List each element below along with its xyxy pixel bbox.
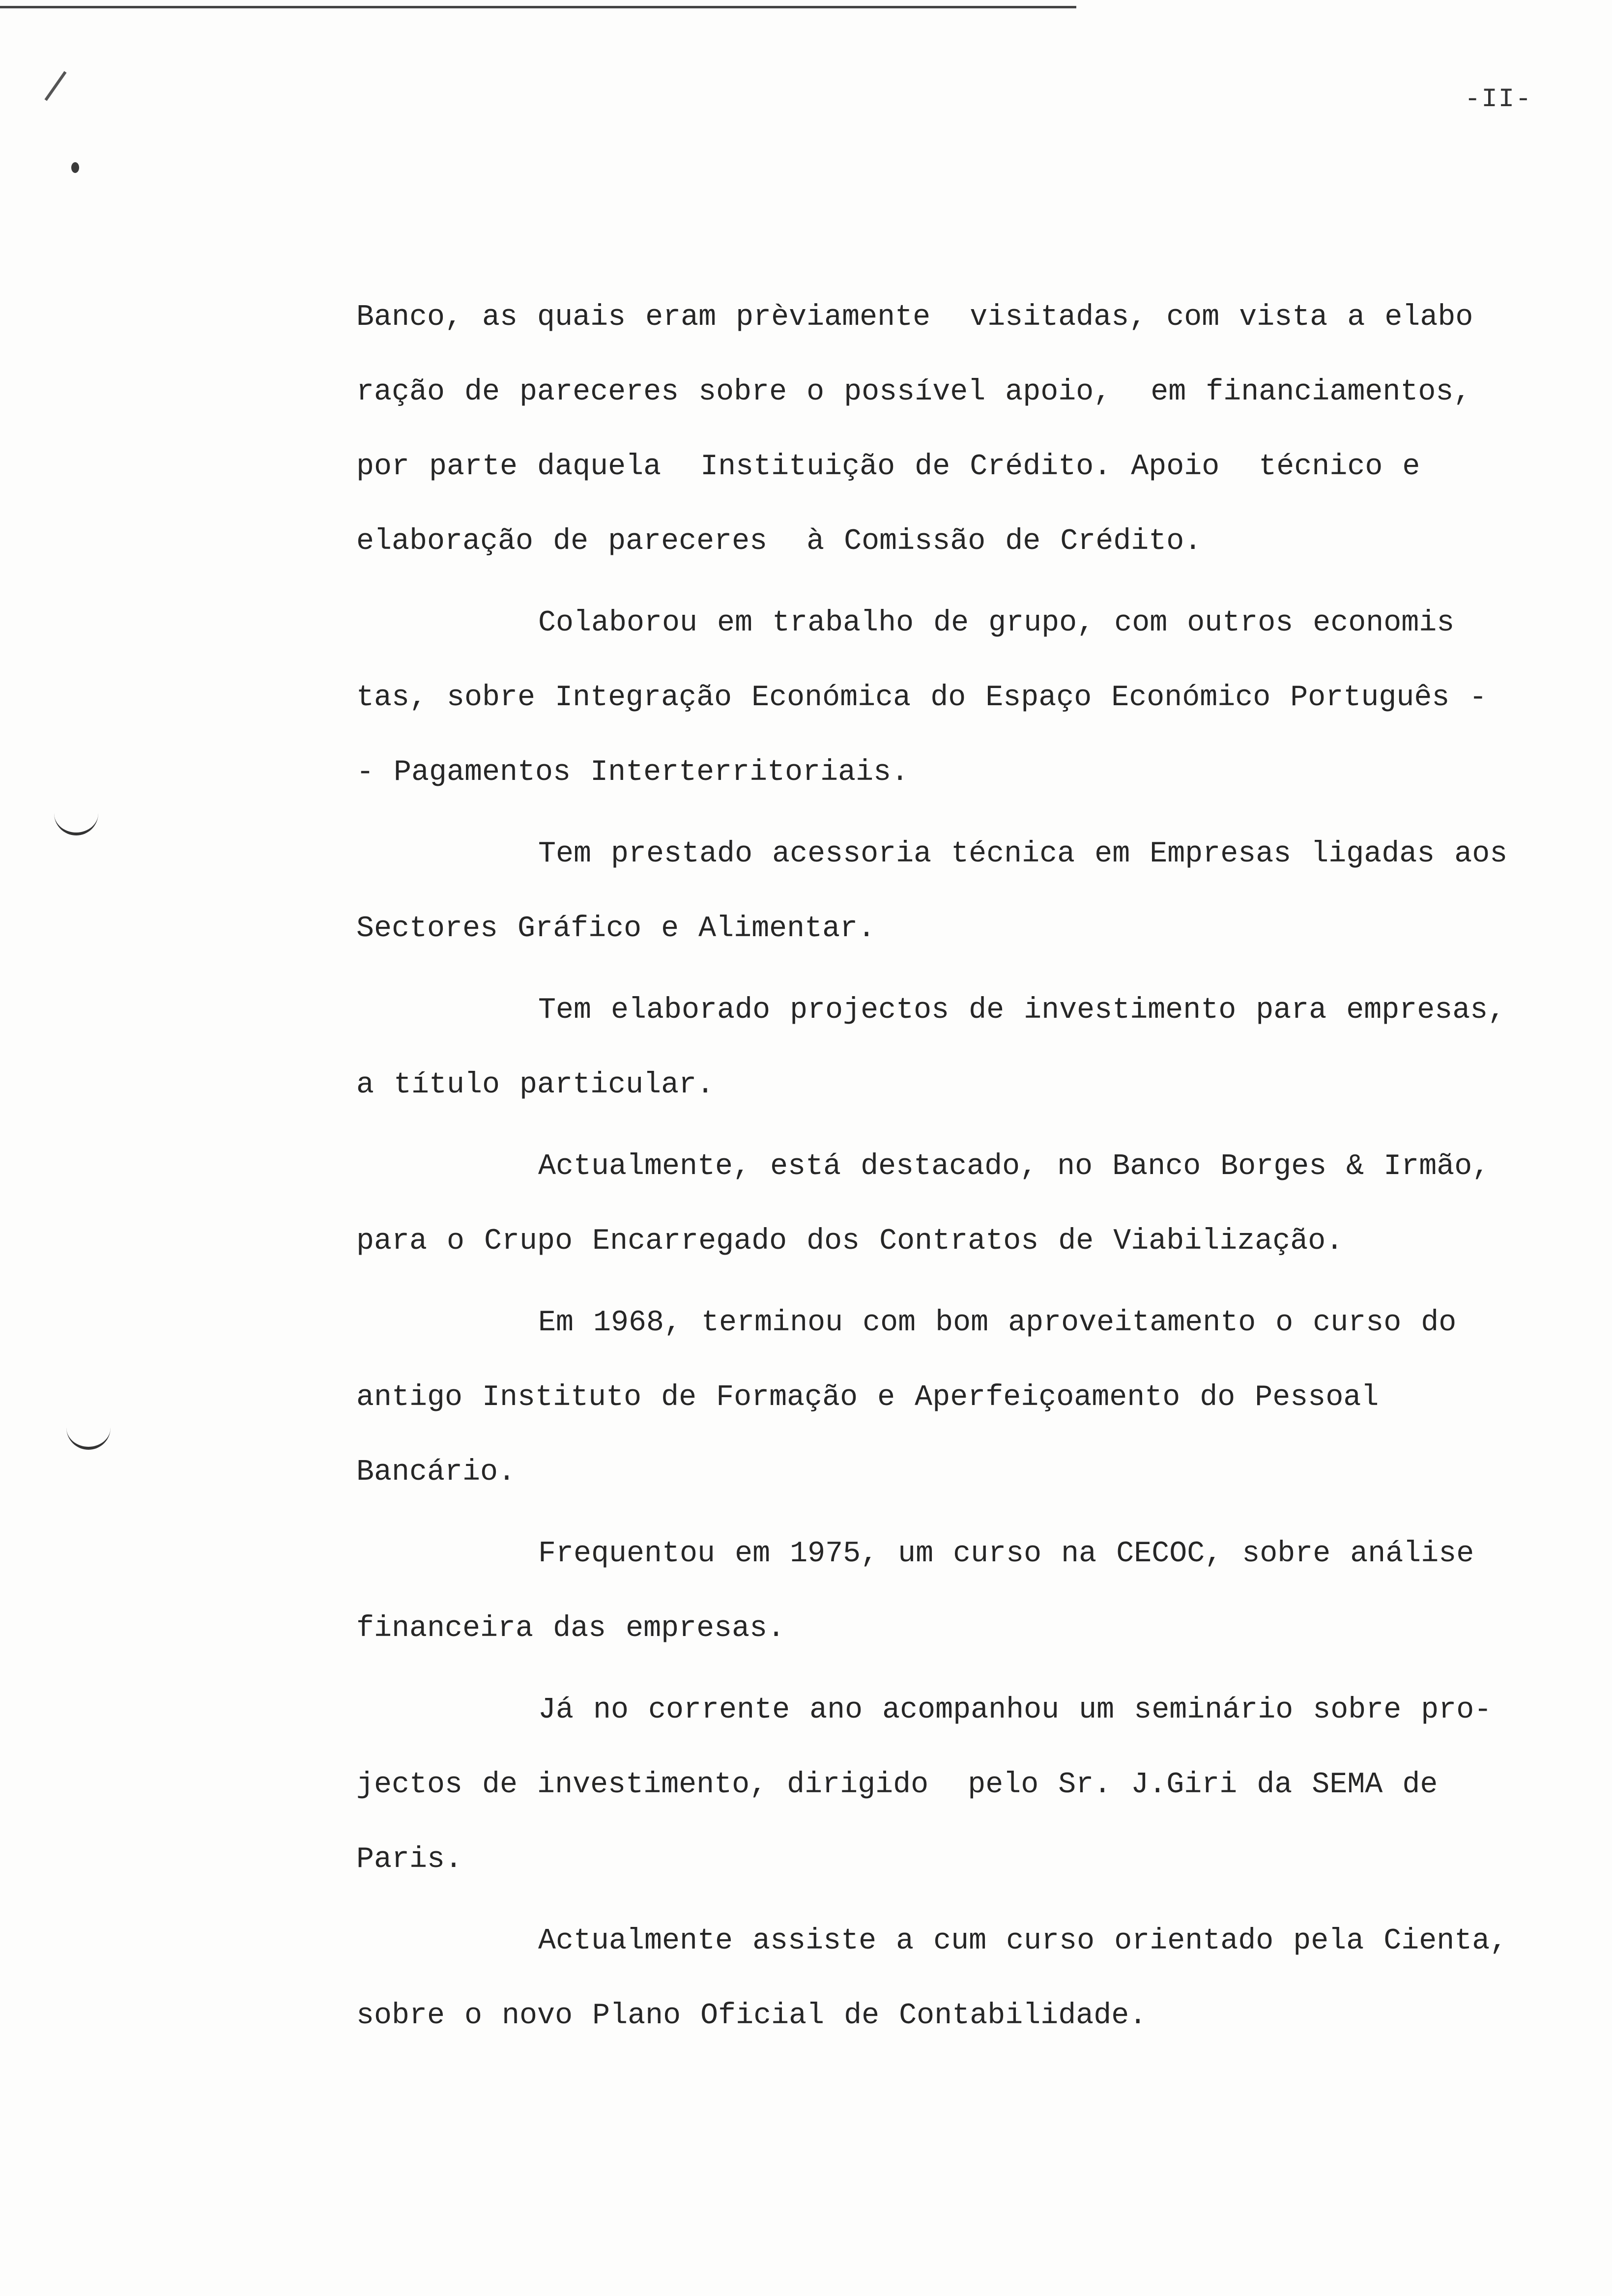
paragraph: Colaborou em trabalho de grupo, com outros economis tas, sobre Integração Económica do Espaço Económico Português - - Pagamentos Interterritoriais. <box>356 606 1507 789</box>
paragraph: Em 1968, terminou com bom aproveitamento o curso do antigo Instituto de Formação e Aperfeiçoamento do Pessoal Bancário. <box>356 1306 1476 1489</box>
punch-dot <box>71 162 79 173</box>
paragraph: Banco, as quais eram prèviamente visitadas, com vista a elabo ração de pareceres sobre o possível apoio, em financiamentos, por parte daquela Instituição de Crédito. Apoio técnico e elaboração de pareceres à Comissão de Crédito. <box>356 301 1493 558</box>
paragraph: Tem elaborado projectos de investimento para empresas, a título particular. <box>356 994 1526 1102</box>
paragraph: Já no corrente ano acompanhou um seminário sobre pro- jectos de investimento, dirigido pelo Sr. J.Giri da SEMA de Paris. <box>356 1693 1512 1876</box>
paragraph: Frequentou em 1975, um curso na CECOC, sobre análise financeira das empresas. <box>356 1537 1494 1645</box>
paragraph: Actualmente assiste a cum curso orientado pela Cienta, sobre o novo Plano Oficial de Contabilidade. <box>356 1924 1527 2033</box>
punch-hole-mark <box>54 811 98 835</box>
paragraph: Actualmente, está destacado, no Banco Borges & Irmão, para o Crupo Encarregado dos Contratos de Viabilização. <box>356 1150 1510 1258</box>
top-edge-rule <box>0 6 1076 8</box>
paragraph: Tem prestado acessoria técnica em Empresas ligadas aos Sectores Gráfico e Alimentar. <box>356 837 1527 946</box>
page-number: -II- <box>1465 85 1532 115</box>
punch-hole-mark <box>66 1425 111 1450</box>
body-text <box>356 280 1527 2060</box>
scan-mark <box>44 71 66 101</box>
